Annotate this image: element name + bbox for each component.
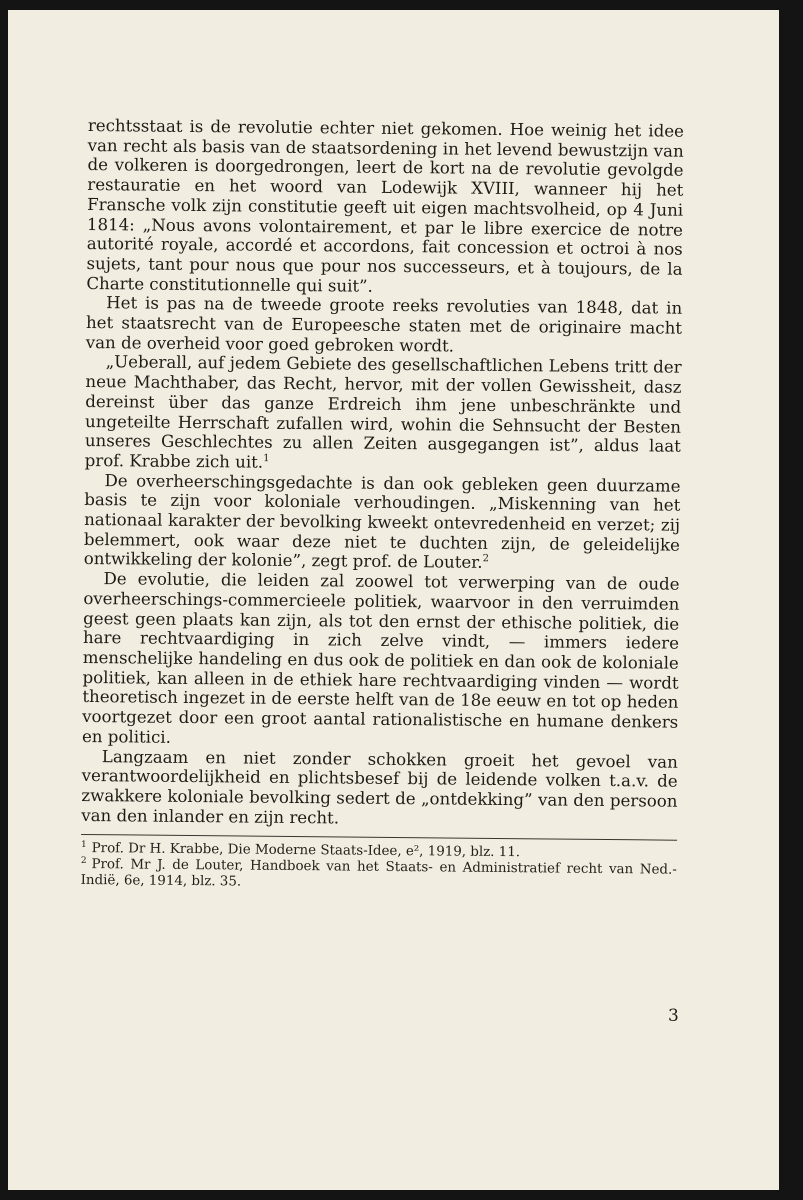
footnote-2-mark: 2 — [80, 855, 87, 866]
paragraph-3-text: „Ueberall, auf jedem Gebiete des gesellschaftlichen Lebens tritt der neue Machthaber, das Recht, hervor, mit der vollen Gewissheit, dasz dereinst über das ganze Erdreich ihm jene unbeschränkte und ungeteilte Herrschaft zufallen wird, wohin die Sehnsucht der Besten unseres Geschlechtes zu allen Zeiten ausgegangen ist”, aldus laat prof. Krabbe zich uit. — [84, 352, 682, 472]
paragraph-6-text: Langzaam en niet zonder schokken groeit het gevoel van verantwoordelijkheid en plichtsbesef bij de leidende volken t.a.v. de zwakkere koloniale bevolking sedert de „ontdekking” van den persoon van den inlander en zijn recht. — [81, 746, 678, 828]
paragraph-4 — [84, 471, 681, 575]
page-number: 3 — [668, 1006, 679, 1026]
paragraph-1 — [86, 116, 684, 299]
paragraph-4-text: De overheerschingsgedachte is dan ook gebleken geen duurzame basis te zijn voor koloniale verhoudingen. „Miskenning van het nationaal karakter der bevolking kweekt ontevredenheid en verzet; zij belemmert, ook waar deze niet te duchten zijn, de geleidelijke ontwikkeling der kolonie”, zegt prof. de Louter. — [83, 470, 681, 573]
paragraph-1-text: rechtsstaat is de revolutie echter niet gekomen. Hoe weinig het idee van recht als basis van de staatsordening in het levend bewustzijn van de volkeren is doorgedrongen, leert de kort na de revolutie gevolgde restauratie en het woord van Lodewijk XVIII, wanneer hij het Fransche volk zijn constitutie geeft uit eigen machtsvolheid, op 4 Juni 1814: „Nous avons volontairement, et par le libre exercice de notre autorité royale, accordé et accordons, fait concession et octroi à nos sujets, tant pour nous que pour nos successeurs, et à toujours, de la Charte constitutionnelle qui suit”. — [86, 116, 684, 296]
footnote-1-mark: 1 — [80, 839, 87, 850]
body-text — [81, 116, 684, 895]
paragraph-5 — [82, 569, 680, 752]
footnote-reference-2[interactable]: 2 — [482, 553, 490, 565]
paragraph-3 — [85, 352, 682, 476]
document-page — [8, 10, 779, 1190]
footnote-2 — [81, 857, 677, 895]
paragraph-5-text: De evolutie, die leiden zal zoowel tot verwerping van de oude overheerschings-commercieele politiek, waarvoor in den verruimden geest geen plaats kan zijn, als tot den ernst der ethische politiek, die hare rechtvaardiging in zich zelve vindt, — immers iedere menschelijke handeling en dus ook de politiek en dan ook de koloniale politiek, kan alleen in de ethiek hare rechtvaardiging vinden — wordt theoretisch ingezet in de eerste helft van de 18e eeuw en tot op heden voortgezet door een groot aantal rationalistische en humane denkers en politici. — [81, 569, 680, 747]
paragraph-2-text: Het is pas na de tweede groote reeks revoluties van 1848, dat in het staatsrecht van de Europeesche staten met de originaire macht van de overheid voor goed gebroken wordt. — [85, 293, 683, 356]
footnote-divider — [81, 834, 677, 841]
paragraph-6 — [81, 746, 678, 831]
footnote-1-text: Prof. Dr H. Krabbe, Die Moderne Staats-Idee, e², 1919, blz. 11. — [91, 841, 521, 861]
footnote-reference-1[interactable]: 1 — [263, 453, 270, 465]
footnotes — [81, 841, 677, 895]
paragraph-2 — [86, 293, 683, 358]
footnote-2-text: Prof. Mr J. de Louter, Handboek van het Staats- en Administratief recht van Ned.-Indië, 6e, 1914, blz. 35. — [80, 857, 677, 890]
